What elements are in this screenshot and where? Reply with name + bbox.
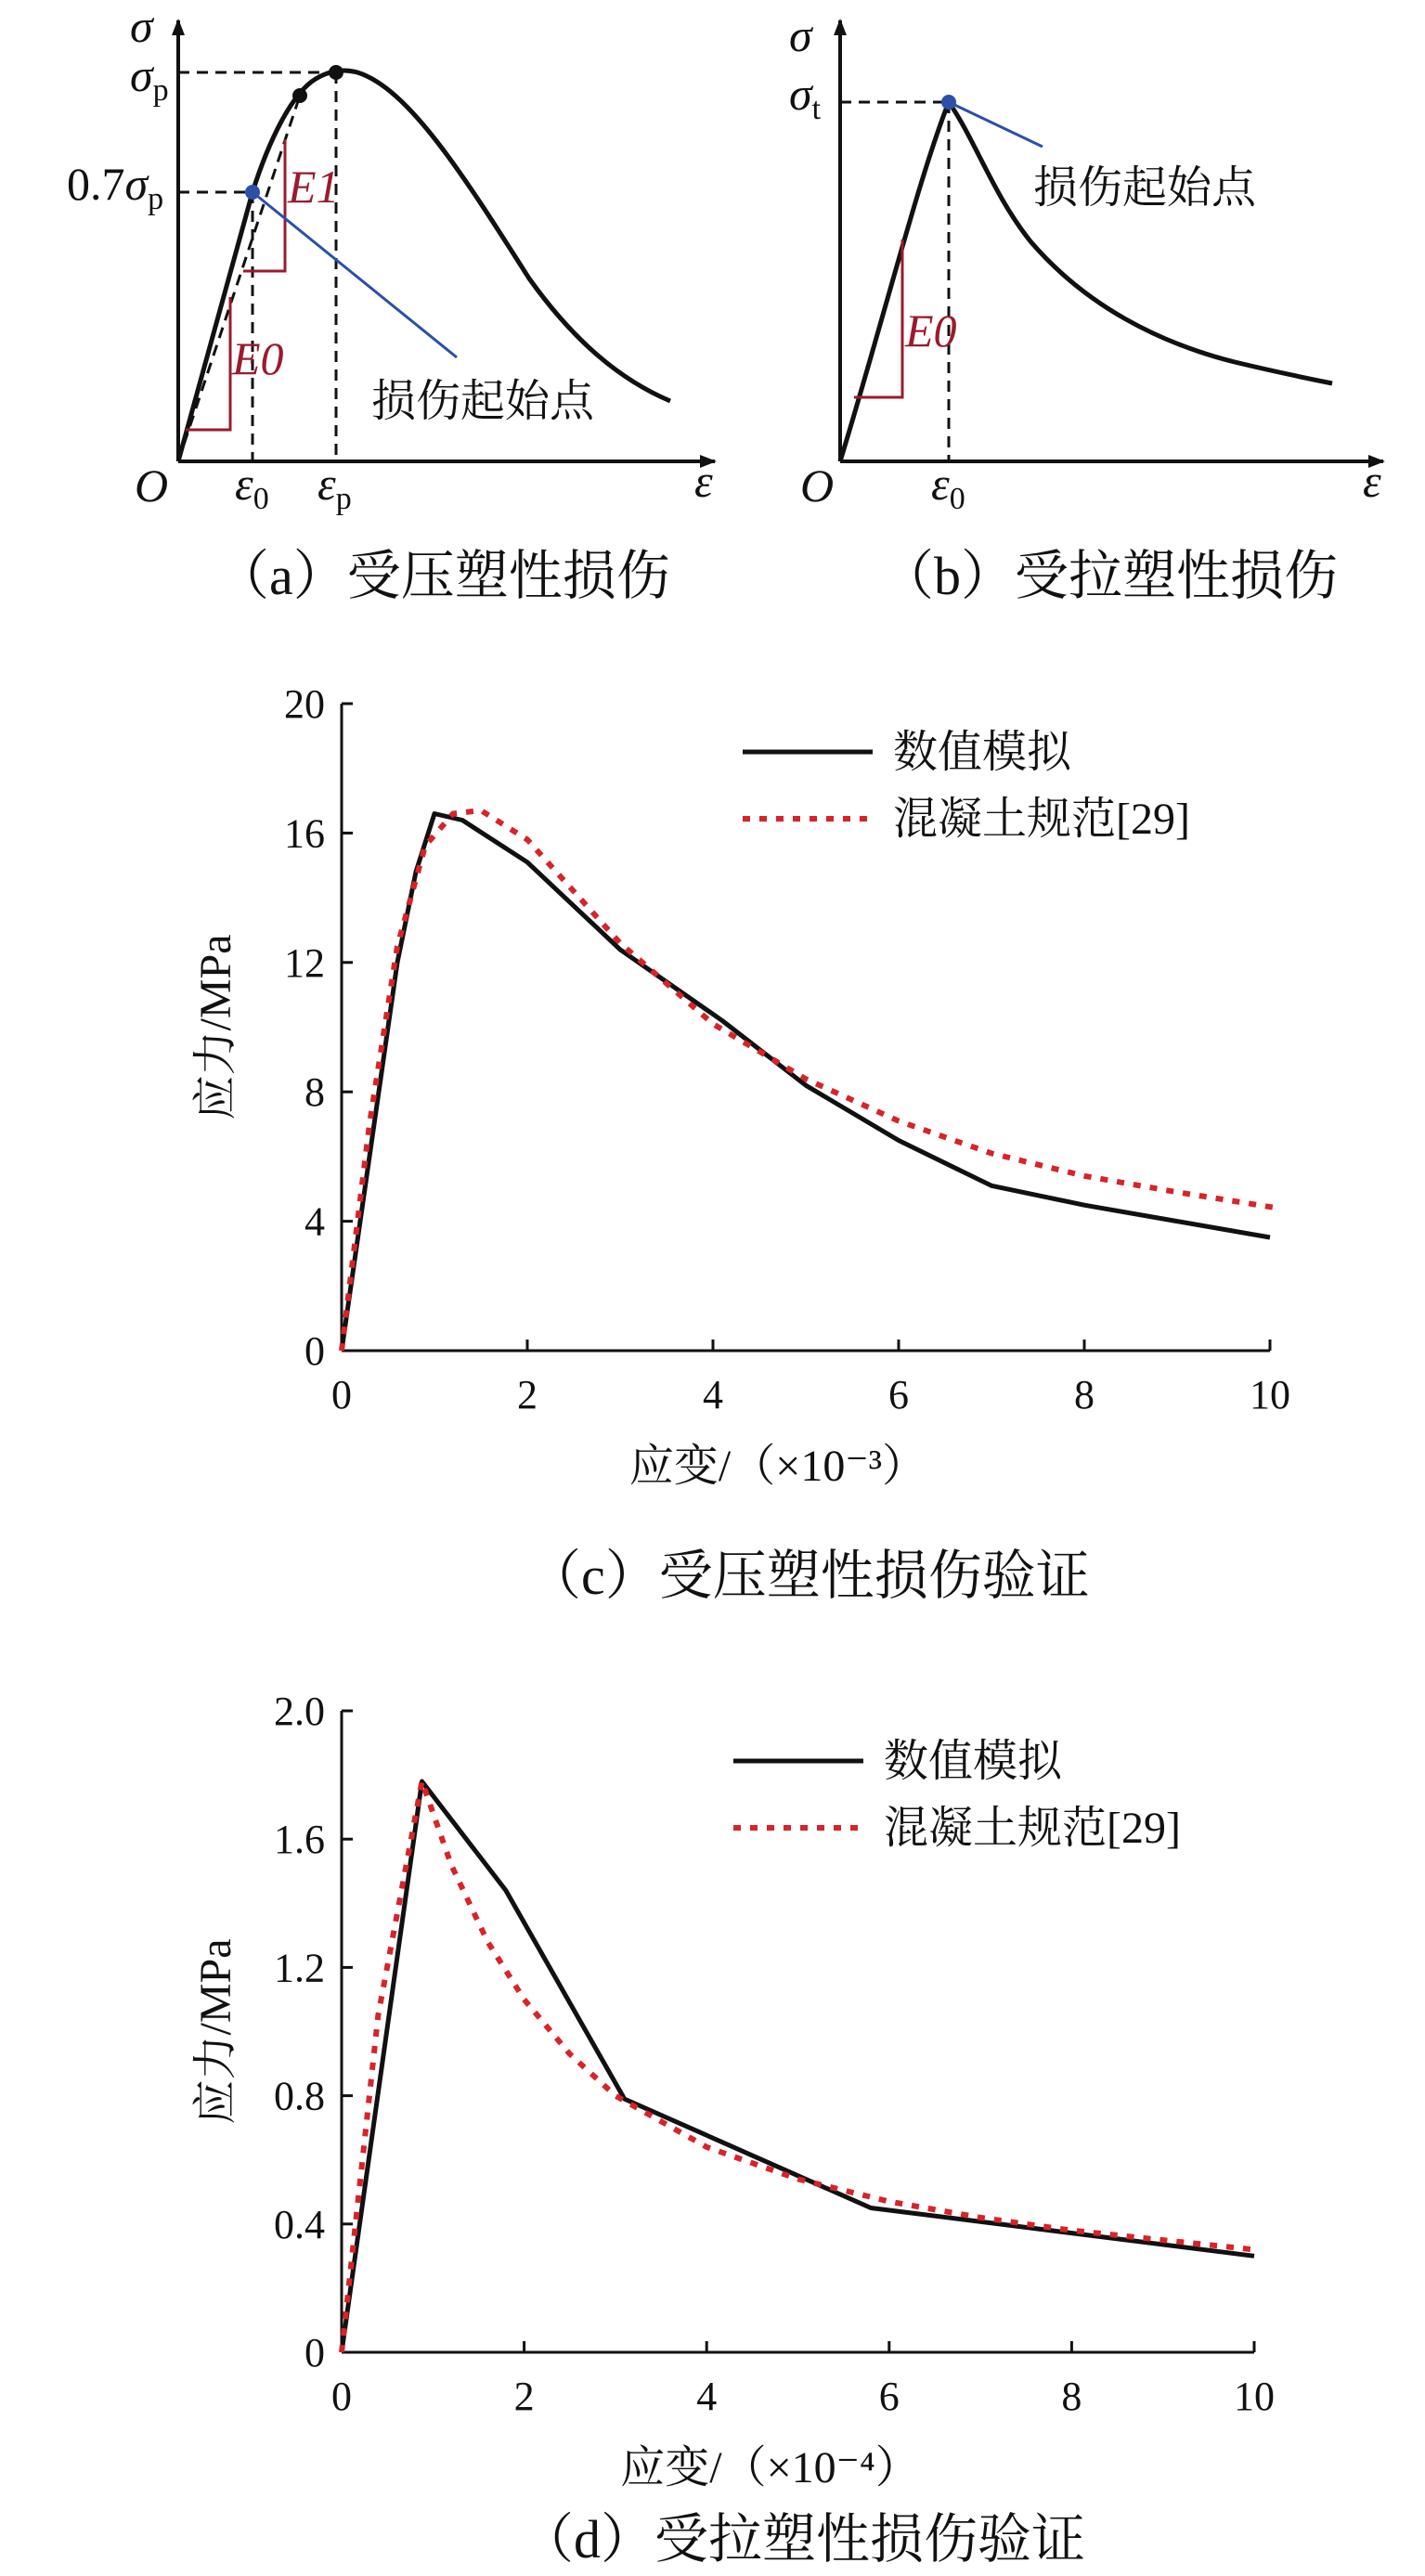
y-tick-label: 0 bbox=[304, 1328, 325, 1374]
panel-a-e1-label: E1 bbox=[288, 161, 340, 213]
y-tick-label: 2.0 bbox=[274, 1689, 325, 1734]
x-tick-label: 8 bbox=[1074, 1372, 1095, 1417]
panel-a-annotation: 损伤起始点 bbox=[371, 377, 595, 426]
x-axis-label: 应变/（×10⁻³） bbox=[628, 1442, 927, 1491]
y-tick-label: 20 bbox=[284, 681, 325, 727]
x-tick-label: 4 bbox=[696, 2374, 718, 2419]
chart-d bbox=[191, 1689, 1275, 2492]
panel-a-eps0-label: $\varepsilon_0$ bbox=[235, 458, 269, 516]
x-tick-label: 0 bbox=[331, 2374, 352, 2419]
panel-b-e0-label: E0 bbox=[905, 304, 957, 356]
panel-a-y-symbol: σ bbox=[130, 0, 153, 52]
panel-b-stress-curve bbox=[840, 102, 1332, 461]
y-tick-label: 0.4 bbox=[274, 2201, 325, 2247]
x-tick-label: 2 bbox=[513, 2374, 535, 2419]
panel-a-secant-point bbox=[292, 88, 307, 103]
x-tick-label: 6 bbox=[878, 2374, 900, 2419]
chart-c-caption: （c）受压塑性损伤验证 bbox=[527, 1546, 1090, 1606]
panel-b-y-symbol: σ bbox=[789, 9, 812, 61]
y-tick-label: 4 bbox=[304, 1198, 325, 1245]
legend-label: 混凝土规范[29] bbox=[884, 1804, 1181, 1853]
panel-a-peak-point bbox=[329, 65, 343, 80]
chart-d-caption: （d）受拉塑性损伤验证 bbox=[520, 2509, 1086, 2570]
panel-b-sigma-t-label: $\sigma_t$ bbox=[789, 68, 822, 126]
y-tick-label: 0.8 bbox=[274, 2073, 325, 2119]
panel-b bbox=[789, 9, 1383, 606]
legend-label: 数值模拟 bbox=[884, 1737, 1063, 1786]
panel-a-e0-label: E0 bbox=[232, 332, 284, 384]
y-tick-label: 12 bbox=[284, 939, 325, 986]
y-tick-label: 0 bbox=[304, 2330, 325, 2375]
panel-a-epsp-label: $\varepsilon_p$ bbox=[317, 458, 352, 516]
legend-label: 数值模拟 bbox=[893, 728, 1072, 777]
x-axis-label: 应变/（×10⁻⁴） bbox=[620, 2443, 920, 2492]
y-axis-label: 应力/MPa bbox=[191, 934, 240, 1120]
legend-label: 混凝土规范[29] bbox=[893, 795, 1190, 844]
y-tick-label: 8 bbox=[304, 1069, 325, 1116]
panel-b-caption: （b）受拉塑性损伤 bbox=[880, 546, 1339, 606]
panel-b-eps0-label: $\varepsilon_0$ bbox=[931, 458, 965, 516]
series-line-simulation bbox=[342, 814, 1270, 1352]
panel-a-origin: O bbox=[135, 460, 169, 511]
series-line-simulation bbox=[342, 1781, 1254, 2352]
panel-b-e0-triangle bbox=[854, 239, 902, 397]
x-tick-label: 10 bbox=[1234, 2374, 1275, 2419]
panel-a bbox=[67, 0, 715, 606]
y-tick-label: 16 bbox=[284, 810, 325, 857]
x-tick-label: 8 bbox=[1061, 2374, 1082, 2419]
x-tick-label: 10 bbox=[1250, 1372, 1290, 1417]
panel-b-origin: O bbox=[800, 460, 835, 511]
y-axis-label: 应力/MPa bbox=[191, 1938, 240, 2125]
series-line-code bbox=[342, 810, 1279, 1351]
x-tick-label: 4 bbox=[703, 1372, 723, 1417]
panel-a-07sigma-p-label: $0.7\sigma_p$ bbox=[67, 158, 164, 216]
series-line-code bbox=[342, 1781, 1254, 2352]
panel-b-x-symbol: ε bbox=[1363, 455, 1381, 507]
panel-a-x-symbol: ε bbox=[694, 455, 713, 507]
panel-a-secant-line bbox=[178, 96, 300, 461]
x-tick-label: 0 bbox=[331, 1372, 352, 1417]
x-tick-label: 2 bbox=[517, 1372, 538, 1417]
y-tick-label: 1.6 bbox=[274, 1817, 325, 1863]
panel-b-annotation: 损伤起始点 bbox=[1033, 163, 1257, 213]
panel-a-sigma-p-label: $\sigma_p$ bbox=[130, 49, 169, 108]
y-tick-label: 1.2 bbox=[274, 1945, 325, 1991]
panel-a-caption: （a）受压塑性损伤 bbox=[215, 546, 670, 606]
x-tick-label: 6 bbox=[888, 1372, 909, 1417]
chart-c bbox=[191, 681, 1290, 1491]
